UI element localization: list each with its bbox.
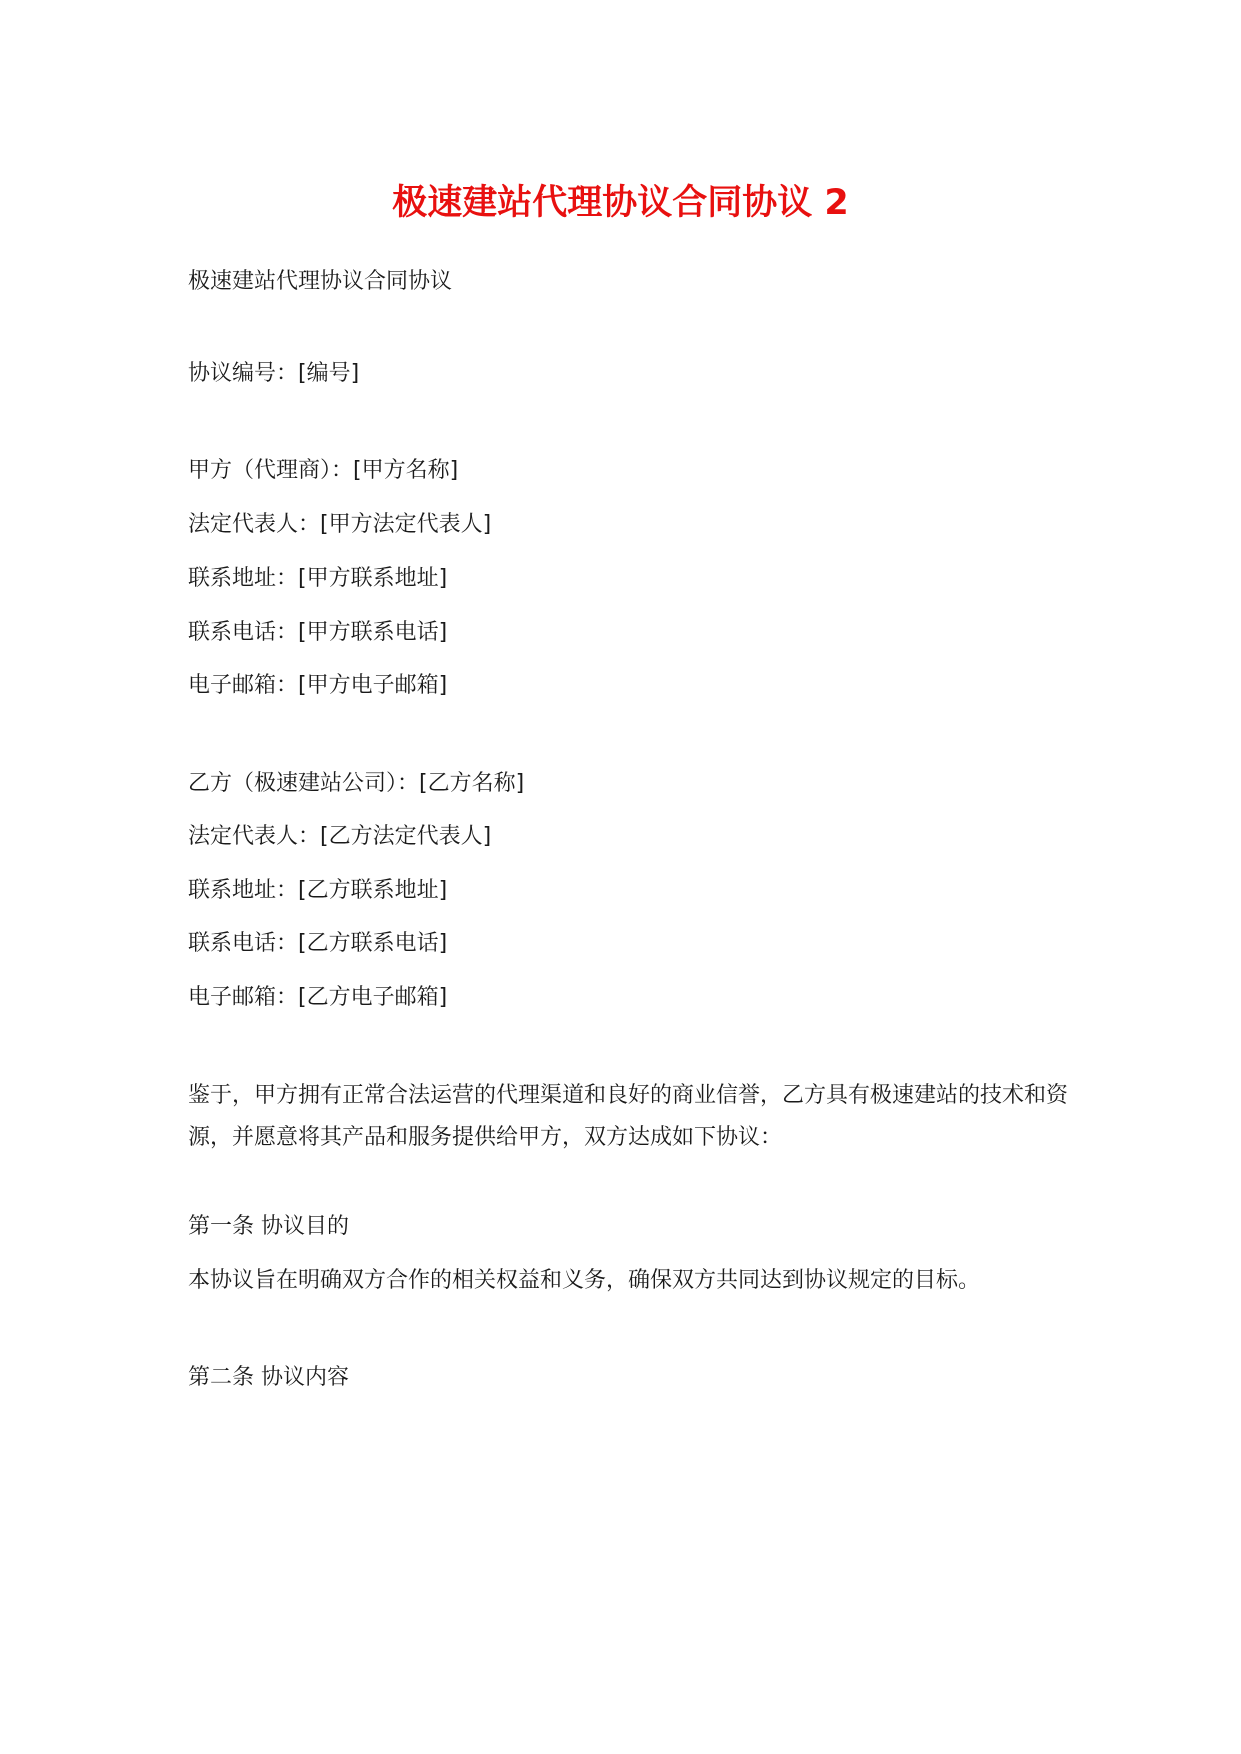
document-title: 极速建站代理协议合同协议 2: [392, 183, 849, 223]
party-b-name: 乙方（极速建站公司）：[乙方名称]: [188, 771, 525, 796]
party-a-address: 联系地址：[甲方联系地址]: [188, 566, 448, 591]
preamble-paragraph: 鉴于，甲方拥有正常合法运营的代理渠道和良好的商业信誉，乙方具有极速建站的技术和资源，并愿意将其产品和服务提供给甲方，双方达成如下协议：: [188, 1083, 1069, 1150]
party-a-representative: 法定代表人：[甲方法定代表人]: [188, 512, 492, 537]
party-b-address: 联系地址：[乙方联系地址]: [188, 878, 448, 903]
document-subtitle: 极速建站代理协议合同协议: [188, 269, 453, 294]
party-a-name: 甲方（代理商）：[甲方名称]: [188, 458, 459, 483]
article-2-heading: 第二条 协议内容: [188, 1365, 349, 1390]
article-1-body: 本协议旨在明确双方合作的相关权益和义务，确保双方共同达到协议规定的目标。: [188, 1268, 981, 1293]
party-b-phone: 联系电话：[乙方联系电话]: [188, 931, 448, 956]
agreement-number: 协议编号：[编号]: [188, 361, 360, 386]
party-b-representative: 法定代表人：[乙方法定代表人]: [188, 824, 492, 849]
party-b-email: 电子邮箱：[乙方电子邮箱]: [188, 985, 448, 1010]
party-a-phone: 联系电话：[甲方联系电话]: [188, 620, 448, 645]
article-1-heading: 第一条 协议目的: [188, 1214, 349, 1239]
party-a-email: 电子邮箱：[甲方电子邮箱]: [188, 673, 448, 698]
